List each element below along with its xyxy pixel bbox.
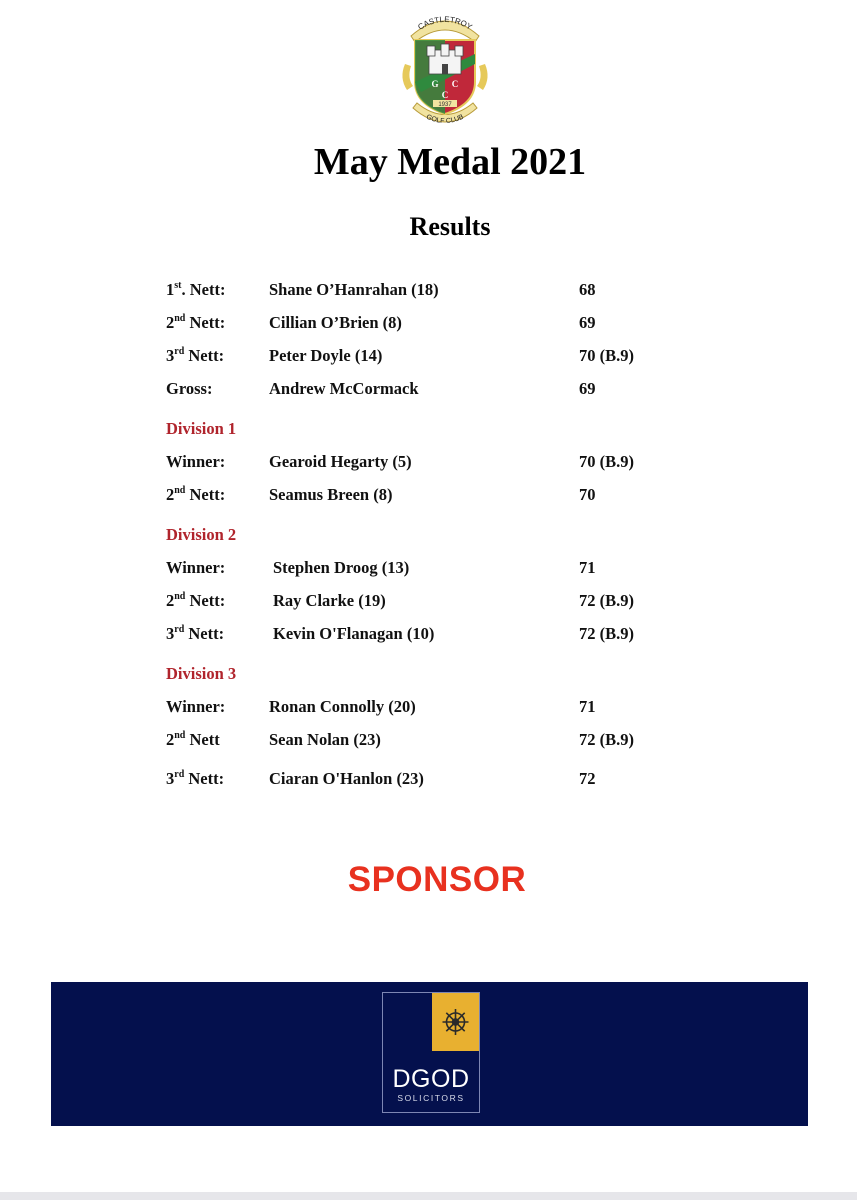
logo-sub-text: SOLICITORS bbox=[397, 1093, 465, 1103]
overall-score-gross: 69 bbox=[579, 379, 596, 398]
div2-score-3: 72 (B.9) bbox=[579, 624, 634, 643]
division-1-heading: Division 1 bbox=[166, 419, 237, 438]
div3-pos-2: 2nd Nett bbox=[166, 730, 220, 749]
overall-name-gross: Andrew McCormack bbox=[269, 379, 419, 398]
div2-name-3: Kevin O'Flanagan (10) bbox=[273, 624, 435, 643]
div3-score-1: 71 bbox=[579, 697, 596, 716]
sponsor-banner bbox=[51, 982, 808, 1126]
div3-pos-1: Winner: bbox=[166, 697, 226, 716]
overall-name-3: Peter Doyle (14) bbox=[269, 346, 383, 365]
div1-pos-2: 2nd Nett: bbox=[166, 485, 226, 504]
overall-pos-2: 2nd Nett: bbox=[166, 313, 226, 332]
div3-name-2: Sean Nolan (23) bbox=[269, 730, 381, 749]
div1-score-1: 70 (B.9) bbox=[579, 452, 634, 471]
crest-letter-g: G bbox=[431, 79, 439, 89]
div3-score-2: 72 (B.9) bbox=[579, 730, 634, 749]
div2-name-1: Stephen Droog (13) bbox=[273, 558, 410, 577]
div2-score-1: 71 bbox=[579, 558, 596, 577]
results-heading: Results bbox=[409, 212, 491, 241]
div3-pos-3: 3rd Nett: bbox=[166, 769, 225, 788]
division-2-heading: Division 2 bbox=[166, 525, 237, 544]
div3-name-1: Ronan Connolly (20) bbox=[269, 697, 416, 716]
div1-name-2: Seamus Breen (8) bbox=[269, 485, 393, 504]
club-crest-logo bbox=[397, 8, 493, 132]
div2-score-2: 72 (B.9) bbox=[579, 591, 634, 610]
div3-name-3: Ciaran O'Hanlon (23) bbox=[269, 769, 424, 788]
div2-pos-2: 2nd Nett: bbox=[166, 591, 226, 610]
crest-letter-c1: C bbox=[451, 79, 459, 89]
logo-gold-block bbox=[432, 993, 479, 1051]
overall-pos-gross: Gross: bbox=[166, 379, 213, 398]
overall-name-1: Shane O’Hanrahan (18) bbox=[269, 280, 439, 299]
crest-bottom-text: GOLF CLUB bbox=[425, 113, 465, 126]
overall-score-2: 69 bbox=[579, 313, 596, 332]
crest-year: 1937 bbox=[438, 102, 452, 108]
overall-pos-1: 1st. Nett: bbox=[166, 280, 226, 299]
div3-score-3: 72 bbox=[579, 769, 596, 788]
sponsor-label: SPONSOR bbox=[347, 860, 527, 899]
crest-top-text: CASTLETROY bbox=[416, 14, 474, 32]
division-3-heading: Division 3 bbox=[166, 664, 237, 683]
div1-pos-1: Winner: bbox=[166, 452, 226, 471]
div2-name-2: Ray Clarke (19) bbox=[273, 591, 386, 610]
page-title: May Medal 2021 bbox=[313, 141, 587, 183]
overall-score-1: 68 bbox=[579, 280, 596, 299]
ship-wheel-icon bbox=[432, 993, 479, 1051]
crest-letter-c2: C bbox=[441, 90, 449, 100]
logo-main-text: DGOD bbox=[392, 1065, 470, 1093]
overall-pos-3: 3rd Nett: bbox=[166, 346, 225, 365]
overall-name-2: Cillian O’Brien (8) bbox=[269, 313, 402, 332]
div1-name-1: Gearoid Hegarty (5) bbox=[269, 452, 412, 471]
div2-pos-1: Winner: bbox=[166, 558, 226, 577]
div1-score-2: 70 bbox=[579, 485, 596, 504]
overall-score-3: 70 (B.9) bbox=[579, 346, 634, 365]
div2-pos-3: 3rd Nett: bbox=[166, 624, 225, 643]
dgod-solicitors-logo bbox=[382, 992, 480, 1113]
